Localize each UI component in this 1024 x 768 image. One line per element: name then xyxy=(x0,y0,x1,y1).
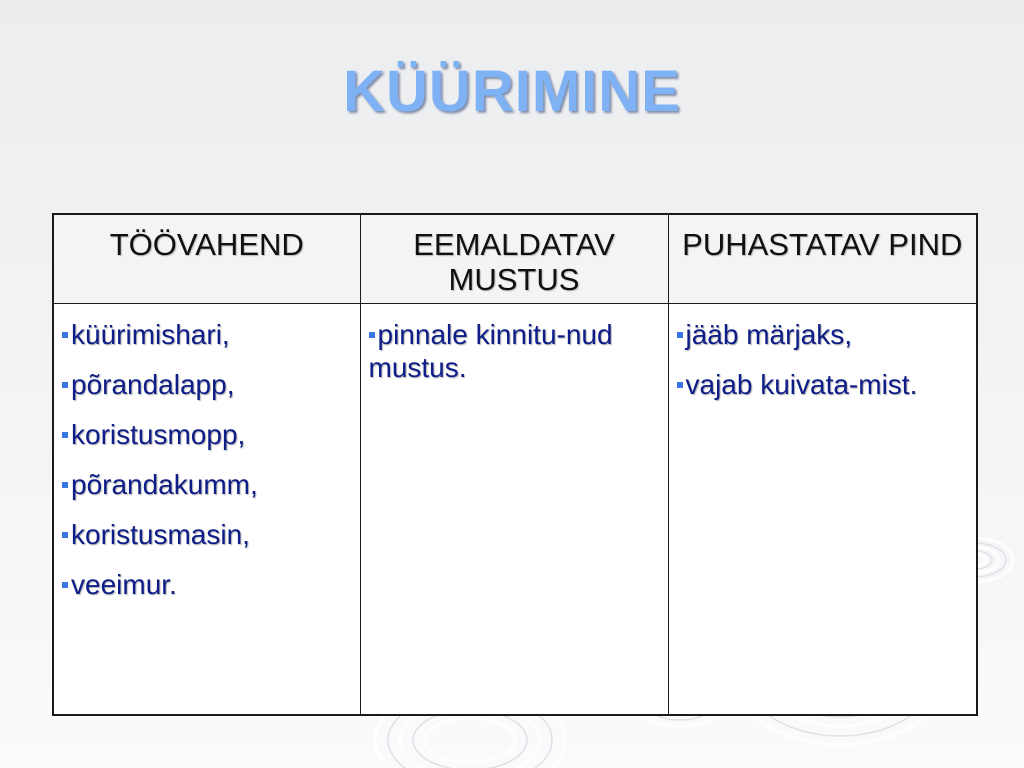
cleaning-tools-table xyxy=(52,213,978,716)
square-bullet-icon xyxy=(369,332,375,338)
list-item-text: vajab kuivata-mist. xyxy=(685,369,918,400)
list-item-text: pinnale kinnitu-nud mustus. xyxy=(368,319,613,383)
surface-cell xyxy=(668,304,977,716)
list-item-text: veeimur. xyxy=(71,569,177,600)
header-dirt-removed: EEMALDATAV MUSTUS xyxy=(360,214,668,304)
table-row xyxy=(53,304,977,716)
table-header-row xyxy=(53,214,977,304)
tools-cell xyxy=(53,304,360,716)
list-item-text: koristusmopp, xyxy=(71,419,246,450)
list-item-text: küürimishari, xyxy=(71,319,230,350)
dirt-cell xyxy=(360,304,668,716)
list-item xyxy=(62,568,352,601)
square-bullet-icon xyxy=(62,482,68,488)
square-bullet-icon xyxy=(62,532,68,538)
list-item xyxy=(677,368,969,401)
square-bullet-icon xyxy=(62,332,68,338)
square-bullet-icon xyxy=(677,332,683,338)
list-item-text: põrandalapp, xyxy=(71,369,235,400)
list-item xyxy=(369,318,660,384)
list-item xyxy=(677,318,969,351)
list-item xyxy=(62,518,352,551)
list-item xyxy=(62,418,352,451)
dirt-list xyxy=(369,318,660,384)
square-bullet-icon xyxy=(677,382,683,388)
square-bullet-icon xyxy=(62,382,68,388)
list-item-text: jääb märjaks, xyxy=(685,319,853,350)
surface-list xyxy=(677,318,969,401)
list-item-text: põrandakumm, xyxy=(71,469,258,500)
slide-title: KÜÜRIMINE xyxy=(343,59,681,124)
list-item xyxy=(62,368,352,401)
list-item xyxy=(62,318,352,351)
list-item xyxy=(62,468,352,501)
square-bullet-icon xyxy=(62,432,68,438)
square-bullet-icon xyxy=(62,582,68,588)
tools-list xyxy=(62,318,352,601)
header-surface-cleaned: PUHASTATAV PIND xyxy=(668,214,977,304)
list-item-text: koristusmasin, xyxy=(71,519,250,550)
header-tool: TÖÖVAHEND xyxy=(53,214,360,304)
